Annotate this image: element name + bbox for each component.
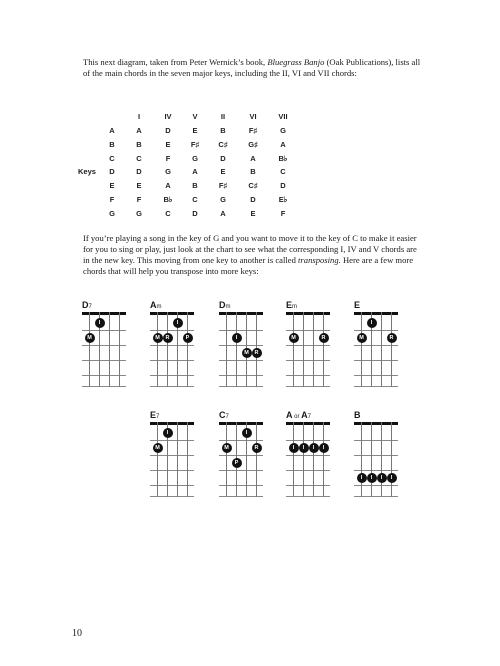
chord-suffix: m [225, 304, 231, 310]
page-number: 10 [72, 628, 82, 639]
finger-dot: I [309, 443, 319, 453]
string-line [381, 312, 382, 387]
finger-dot: M [222, 443, 232, 453]
string-line [157, 422, 158, 497]
fretboard-grid [286, 422, 330, 497]
chord-cell: B [136, 139, 142, 149]
finger-dot: I [232, 333, 242, 343]
chord-name [150, 410, 159, 420]
finger-dot: M [85, 333, 95, 343]
chord-name [286, 410, 311, 420]
chord-cell: G [280, 126, 286, 135]
chord-cell: B [220, 126, 226, 135]
finger-dot: I [357, 473, 367, 483]
finger-dot: R [319, 333, 329, 343]
string-line [371, 422, 372, 497]
chord-cell: B♭ [163, 195, 173, 204]
string-line [313, 422, 314, 497]
string-line [89, 312, 90, 387]
intro-text-end: (Oak Publications), lists all of the main chords in the seven major keys, including the II, VI and VII chords: [83, 57, 421, 78]
finger-dot: M [357, 333, 367, 343]
chord-chart [150, 300, 194, 390]
chord-name [219, 410, 229, 420]
chord-cell: G [220, 195, 226, 204]
string-line [226, 422, 227, 497]
transpose-text: If you’re playing a song in the key of G and you want to move it to the key of C to make it easier for you to sing or play, just look at the chart to see what the corresponding I, IV and V chords are in the new key. This moving from one key to another is called [83, 233, 417, 265]
string-line [391, 422, 392, 497]
finger-dot: I [242, 428, 252, 438]
chord-alt-suffix: 7 [307, 414, 312, 420]
fretboard-grid [150, 422, 194, 497]
finger-dot: I [377, 473, 387, 483]
chord-cell: A [220, 208, 226, 218]
string-line [293, 422, 294, 497]
finger-dot: I [367, 318, 377, 328]
chord-root: A [286, 410, 293, 420]
chord-chart [286, 300, 330, 390]
fretboard-grid [150, 312, 194, 387]
finger-dot: R [252, 348, 262, 358]
column-header: VII [278, 112, 288, 121]
chord-cell: D [192, 208, 198, 218]
finger-dot: P [183, 333, 193, 343]
chord-cell: A [250, 153, 256, 163]
chord-suffix: m [156, 304, 162, 310]
chord-cell: G♯ [248, 139, 258, 149]
finger-dot: R [387, 333, 397, 343]
string-line [293, 312, 294, 387]
fretboard-grid [354, 312, 398, 387]
finger-dot: R [252, 443, 262, 453]
chord-root: E [286, 300, 293, 310]
string-line [381, 422, 382, 497]
chord-chart [219, 410, 263, 500]
chord-cell: G [136, 208, 142, 218]
chord-suffix: 7 [88, 304, 92, 310]
fretboard-grid [286, 312, 330, 387]
chord-cell: E♭ [278, 195, 288, 204]
key-label: G [109, 208, 115, 218]
column-header: VI [249, 112, 257, 121]
key-label: C [109, 153, 115, 163]
chord-cell: C [136, 153, 142, 163]
string-line [361, 422, 362, 497]
chord-chart [354, 410, 398, 500]
string-line [323, 312, 324, 387]
column-header: II [220, 112, 226, 121]
chord-cell: A [192, 167, 198, 177]
finger-dot: I [173, 318, 183, 328]
chord-cell: A [136, 126, 142, 135]
fretboard-grid [354, 422, 398, 497]
chord-root: C [219, 410, 226, 420]
chord-cell: F♯ [218, 181, 228, 191]
chord-cell: A [280, 139, 286, 149]
chord-alt-root: A [301, 410, 308, 420]
chord-cell: E [136, 181, 142, 191]
chord-cell: E [250, 208, 256, 218]
key-label: A [109, 126, 115, 135]
chord-cell: C [192, 195, 198, 204]
column-header: IV [164, 112, 172, 121]
chord-cell: D [280, 181, 286, 191]
fretboard-grid [219, 312, 263, 387]
chord-cell: D [250, 195, 256, 204]
chord-cell: F [136, 195, 142, 204]
string-line [187, 422, 188, 497]
string-line [256, 422, 257, 497]
finger-dot: I [319, 443, 329, 453]
chord-cell: D [136, 167, 142, 177]
finger-dot: I [289, 443, 299, 453]
finger-dot: M [289, 333, 299, 343]
chord-name [150, 300, 162, 310]
string-line [323, 422, 324, 497]
string-line [361, 312, 362, 387]
string-line [391, 312, 392, 387]
fretboard-grid [82, 312, 126, 387]
chord-root: B [354, 410, 361, 420]
string-line [119, 312, 120, 387]
chord-name [286, 300, 297, 310]
chord-root: D [82, 300, 89, 310]
chord-suffix: 7 [225, 414, 229, 420]
intro-paragraph [83, 57, 423, 79]
chord-root: E [354, 300, 361, 310]
chord-cell: E [220, 167, 226, 177]
transpose-text-end: Here are a few more chords that will help you transpose into more keys: [83, 255, 414, 276]
finger-dot: I [299, 443, 309, 453]
chord-cell: C♯ [248, 181, 258, 191]
key-label: E [109, 181, 115, 191]
chord-or: or [292, 414, 302, 420]
chord-cell: F♯ [190, 139, 200, 149]
chord-root: A [150, 300, 157, 310]
key-label: D [109, 167, 115, 177]
string-line [313, 312, 314, 387]
string-line [187, 312, 188, 387]
fretboard-grid [219, 422, 263, 497]
key-label: F [109, 195, 115, 204]
chord-name [82, 300, 92, 310]
string-line [109, 312, 110, 387]
string-line [226, 312, 227, 387]
column-header: V [192, 112, 198, 121]
keys-row-label: Keys [78, 167, 96, 177]
chord-cell: C♯ [218, 139, 228, 149]
finger-dot: R [163, 333, 173, 343]
string-line [236, 312, 237, 387]
chord-cell: C [165, 208, 171, 218]
chord-cell: E [165, 139, 171, 149]
string-line [303, 312, 304, 387]
chord-chart [354, 300, 398, 390]
finger-dot: I [95, 318, 105, 328]
finger-dot: I [387, 473, 397, 483]
transpose-term: transposing. [298, 255, 341, 265]
chord-chart [150, 410, 194, 500]
chord-cell: F [165, 153, 171, 163]
chord-cell: A [165, 181, 171, 191]
chord-cell: B [250, 167, 256, 177]
string-line [157, 312, 158, 387]
finger-dot: I [367, 473, 377, 483]
chord-name [354, 300, 360, 310]
chord-chart [286, 410, 330, 500]
chord-suffix: 7 [156, 414, 160, 420]
chord-cell: C [280, 167, 286, 177]
finger-dot: P [232, 458, 242, 468]
chord-cell: B♭ [278, 153, 288, 163]
chord-chart [82, 300, 126, 390]
string-line [167, 312, 168, 387]
finger-dot: M [153, 333, 163, 343]
chord-cell: F♯ [248, 126, 258, 135]
finger-dot: I [163, 428, 173, 438]
chord-cell: E [192, 126, 198, 135]
intro-text: This next diagram, taken from Peter Wernick’s book, [83, 57, 268, 67]
chord-suffix: m [292, 304, 298, 310]
transpose-paragraph [83, 233, 423, 277]
column-header: I [137, 112, 141, 121]
finger-dot: M [153, 443, 163, 453]
book-title: Bluegrass Banjo [267, 57, 325, 67]
string-line [177, 422, 178, 497]
string-line [303, 422, 304, 497]
chord-name [354, 410, 361, 420]
chord-cell: D [220, 153, 226, 163]
chord-root: D [219, 300, 226, 310]
chord-cell: D [165, 126, 171, 135]
chord-cell: G [192, 153, 198, 163]
finger-dot: M [242, 348, 252, 358]
key-label: B [109, 139, 115, 149]
chord-name [219, 300, 231, 310]
chord-cell: B [192, 181, 198, 191]
chord-cell: G [165, 167, 171, 177]
chord-chart [219, 300, 263, 390]
chord-root: E [150, 410, 157, 420]
chord-cell: F [280, 208, 286, 218]
